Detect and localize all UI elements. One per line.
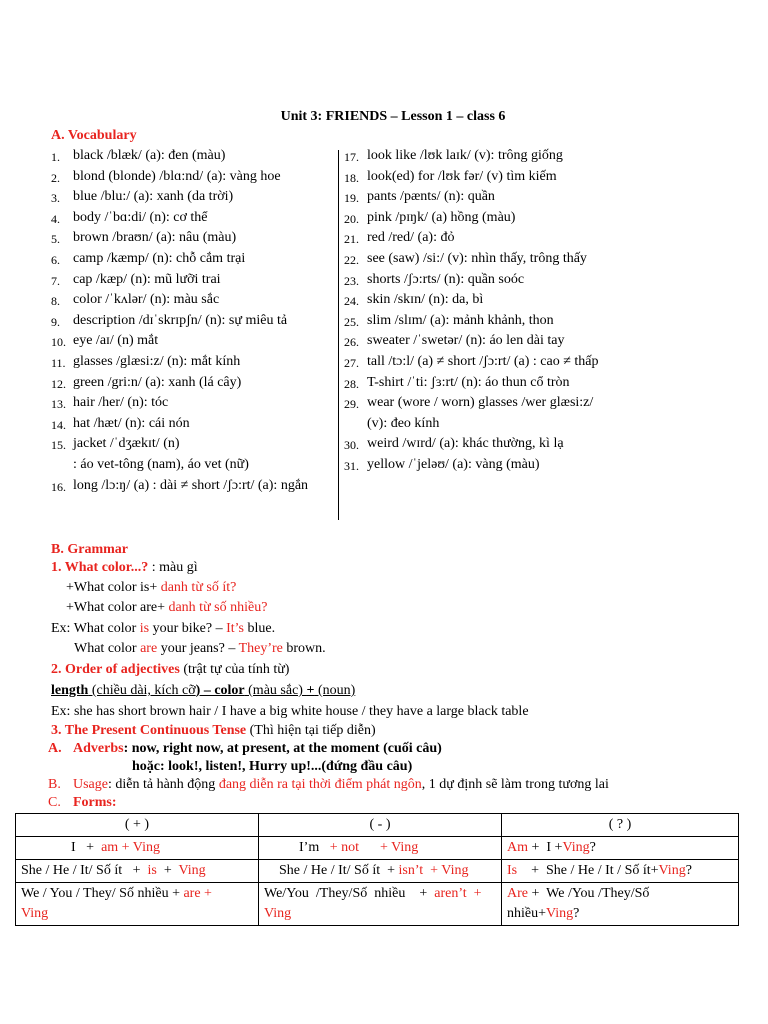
vocab-number: 11. bbox=[51, 356, 66, 370]
text: ? bbox=[589, 840, 596, 855]
text-highlight: Ving bbox=[178, 863, 206, 878]
vocab-number: 20. bbox=[344, 211, 359, 226]
vocab-text: black /blæk/ (a): đen (màu) bbox=[73, 148, 226, 163]
vocab-number: 17. bbox=[344, 150, 359, 164]
vocab-number: 8. bbox=[51, 294, 60, 309]
text: your bike? – bbox=[149, 621, 227, 636]
table-cell bbox=[16, 883, 259, 926]
vocab-text: red /red/ (a): đỏ bbox=[367, 230, 455, 246]
text-highlight: + Ving bbox=[423, 863, 469, 878]
text-highlight: Ving bbox=[562, 840, 590, 855]
vocab-number: 28. bbox=[344, 376, 359, 391]
text: What color bbox=[74, 641, 141, 656]
vocab-number: 31. bbox=[344, 459, 359, 473]
vocab-number: 29. bbox=[344, 397, 359, 412]
text-highlight: Ving bbox=[546, 906, 574, 921]
text: ? bbox=[685, 863, 692, 878]
grammar-s1-title: 1. What color...? bbox=[51, 560, 149, 575]
text-bold: ) – color bbox=[195, 683, 245, 698]
grammar-s3-meaning: (Thì hiện tại tiếp diễn) bbox=[246, 723, 376, 738]
text: We / You / They/ Số nhiều + bbox=[21, 886, 184, 901]
vocab-number: 18. bbox=[344, 170, 359, 185]
forms-line bbox=[48, 795, 117, 811]
grammar-s2-meaning: (trật tự của tính từ) bbox=[179, 662, 290, 677]
text-highlight: Forms bbox=[73, 795, 112, 810]
text: We/You /They/Số nhiều + bbox=[264, 886, 435, 901]
vocab-number: 26. bbox=[344, 335, 359, 350]
vocab-number: 19. bbox=[344, 191, 359, 206]
table-header: ( - ) bbox=[259, 814, 502, 837]
text-highlight: Ving bbox=[264, 906, 292, 921]
vocab-text: pants /pænts/ (n): quần bbox=[367, 189, 495, 205]
vocab-number: 12. bbox=[51, 376, 66, 391]
text-highlight: Usage bbox=[73, 777, 108, 792]
text-highlight: is bbox=[147, 863, 157, 878]
vocab-number: 2. bbox=[51, 170, 60, 185]
vocab-number: 7. bbox=[51, 273, 60, 288]
vocab-text: cap /kæp/ (n): mũ lưỡi trai bbox=[73, 271, 221, 287]
vocab-text: hair /her/ (n): tóc bbox=[73, 395, 169, 411]
vocab-text: skin /skɪn/ (n): da, bì bbox=[367, 292, 484, 308]
vocab-text: green /gri:n/ (a): xanh (lá cây) bbox=[73, 374, 242, 390]
grammar-s2-title-line bbox=[51, 662, 289, 678]
text: brown. bbox=[282, 641, 326, 656]
text: , 1 dự định sẽ làm trong tương lai bbox=[421, 777, 609, 792]
text: + She / He / It / Số ít+ bbox=[517, 863, 659, 878]
table-header-row bbox=[16, 814, 739, 837]
vocab-number: 4. bbox=[51, 211, 60, 226]
vocab-text: long /lɔ:ŋ/ (a) : dài ≠ short /ʃɔ:rt/ (a): ngắn bbox=[73, 477, 309, 493]
grammar-example-3: Ex: she has short brown hair / I have a big white house / they have a large black table bbox=[51, 704, 529, 719]
vocab-text: blue /blu:/ (a): xanh (da trời) bbox=[73, 189, 234, 205]
text-highlight: Ving bbox=[658, 863, 686, 878]
table-cell bbox=[502, 883, 739, 926]
vocab-number: 13. bbox=[51, 397, 66, 412]
text-highlight: am + Ving bbox=[101, 840, 160, 855]
text: +What color are+ bbox=[66, 600, 169, 615]
grammar-example-1 bbox=[51, 621, 275, 637]
grammar-s1-meaning: : màu gì bbox=[148, 560, 198, 575]
text-highlight: isn’t bbox=[398, 863, 424, 878]
vocab-text: glasses /glæsi:z/ (n): mắt kính bbox=[73, 354, 241, 369]
grammar-s1-title-line bbox=[51, 560, 198, 576]
text: (chiều dài, kích cỡ bbox=[88, 683, 196, 698]
vocab-text: slim /slɪm/ (a): mảnh khảnh, thon bbox=[367, 312, 554, 328]
text: She / He / It/ Số ít + bbox=[279, 863, 399, 878]
text: blue. bbox=[244, 621, 276, 636]
column-divider bbox=[338, 150, 339, 520]
vocab-text: brown /braʊn/ (a): nâu (màu) bbox=[73, 230, 237, 246]
table-header: ( + ) bbox=[16, 814, 259, 837]
table-row bbox=[16, 883, 739, 926]
text-highlight: It’s bbox=[226, 621, 244, 636]
text: I’m bbox=[299, 840, 320, 855]
vocab-text: description /dɪˈskrɪpʃn/ (n): sự miêu tả bbox=[73, 312, 288, 328]
table-cell bbox=[259, 883, 502, 926]
vocab-number: 23. bbox=[344, 273, 359, 288]
text-highlight: Am bbox=[507, 840, 528, 855]
list-marker: A. bbox=[48, 741, 62, 756]
vocab-text: color /ˈkʌlər/ (n): màu sắc bbox=[73, 292, 220, 308]
vocab-text: yellow /ˈjeləʊ/ (a): vàng (màu) bbox=[367, 457, 540, 472]
vocab-number: 15. bbox=[51, 438, 66, 453]
text-highlight: Adverbs bbox=[73, 741, 124, 756]
vocab-text: blond (blonde) /blɑ:nd/ (a): vàng hoe bbox=[73, 168, 281, 184]
text-highlight: aren’t + bbox=[434, 886, 482, 901]
vocab-text: sweater /ˈswetər/ (n): áo len dài tay bbox=[367, 333, 565, 349]
text-highlight: Are bbox=[507, 886, 528, 901]
table-cell bbox=[502, 837, 739, 860]
vocab-number: 24. bbox=[344, 294, 359, 309]
text: ? bbox=[573, 906, 580, 921]
text: nhiều+ bbox=[507, 906, 546, 921]
grammar-s3-title: 3. The Present Continuous Tense bbox=[51, 723, 247, 738]
text-highlight: They’re bbox=[238, 641, 283, 656]
text: Ex: What color bbox=[51, 621, 140, 636]
vocab-number: 16. bbox=[51, 479, 66, 494]
text-highlight: đang diễn ra tại thời điểm phát ngôn bbox=[218, 777, 422, 792]
vocab-text: shorts /ʃɔ:rts/ (n): quần soóc bbox=[367, 271, 525, 287]
vocab-text: wear (wore / worn) glasses /wer glæsi:z/ bbox=[367, 395, 594, 411]
table-header: ( ? ) bbox=[502, 814, 739, 837]
text: She / He / It/ Số ít + bbox=[21, 863, 148, 878]
text: : diễn tả hành động bbox=[108, 777, 219, 792]
vocab-text: (v): đeo kính bbox=[367, 415, 440, 431]
vocab-number: 14. bbox=[51, 417, 66, 432]
text-highlight: are bbox=[140, 641, 158, 656]
usage-line bbox=[48, 777, 609, 793]
text-bold: length bbox=[51, 683, 89, 698]
table-row bbox=[16, 860, 739, 883]
text: : bbox=[111, 795, 117, 810]
grammar-s1-line2 bbox=[66, 600, 267, 616]
text-highlight: + not + Ving bbox=[319, 840, 419, 855]
table-cell bbox=[502, 860, 739, 883]
table-cell bbox=[259, 860, 502, 883]
forms-table bbox=[15, 813, 739, 926]
vocab-number: 21. bbox=[344, 232, 359, 247]
vocab-text: pink /pɪŋk/ (a) hồng (màu) bbox=[367, 209, 516, 225]
vocab-text: look(ed) for /lʊk fər/ (v) tìm kiếm bbox=[367, 168, 557, 184]
text: your jeans? – bbox=[157, 641, 239, 656]
vocab-heading: A. Vocabulary bbox=[51, 128, 137, 143]
vocab-number: 1. bbox=[51, 150, 60, 164]
vocab-number: 27. bbox=[344, 356, 359, 370]
text-highlight: Ving bbox=[21, 906, 49, 921]
table-cell bbox=[16, 837, 259, 860]
text: : now, right now, at present, at the moment (cuối câu) bbox=[123, 741, 442, 756]
vocab-number: 22. bbox=[344, 253, 359, 267]
text: (màu sắc) bbox=[244, 683, 307, 698]
vocab-text: : áo vet-tông (nam), áo vet (nữ) bbox=[73, 457, 249, 472]
text-highlight: danh từ số ít? bbox=[160, 580, 237, 595]
adverbs-line-2: hoặc: look!, listen!, Hurry up!...(đứng đầu câu) bbox=[132, 759, 413, 774]
adverbs-line bbox=[48, 741, 442, 757]
grammar-s3-title-line bbox=[51, 723, 376, 739]
list-marker: B. bbox=[48, 777, 61, 792]
grammar-s1-line1 bbox=[66, 580, 236, 596]
text: + bbox=[156, 863, 179, 878]
adjective-order-rule bbox=[51, 683, 355, 699]
grammar-example-2 bbox=[74, 641, 326, 657]
text-highlight: is bbox=[139, 621, 150, 636]
vocab-text: camp /kæmp/ (n): chỗ cắm trại bbox=[73, 251, 246, 266]
vocab-text: jacket /ˈdʒækɪt/ (n) bbox=[73, 436, 180, 452]
vocab-text: eye /aɪ/ (n) mắt bbox=[73, 333, 159, 349]
grammar-s2-title: 2. Order of adjectives bbox=[51, 662, 180, 677]
vocab-text: tall /tɔ:l/ (a) ≠ short /ʃɔ:rt/ (a) : cao ≠ thấp bbox=[367, 354, 599, 369]
vocab-number: 30. bbox=[344, 438, 359, 453]
vocab-text: weird /wɪrd/ (a): khác thường, kì lạ bbox=[367, 436, 564, 452]
vocab-number: 10. bbox=[51, 335, 66, 350]
vocab-text: body /ˈbɑ:di/ (n): cơ thể bbox=[73, 209, 208, 225]
text-highlight: are + bbox=[183, 886, 212, 901]
text-highlight: Is bbox=[507, 863, 518, 878]
page-title: Unit 3: FRIENDS – Lesson 1 – class 6 bbox=[280, 109, 506, 124]
vocab-number: 25. bbox=[344, 314, 359, 329]
list-marker: C. bbox=[48, 795, 61, 810]
vocab-text: look like /lʊk laɪk/ (v): trông giống bbox=[367, 148, 563, 163]
vocab-number: 5. bbox=[51, 232, 60, 247]
text-bold: + bbox=[306, 683, 315, 698]
vocab-text: hat /hæt/ (n): cái nón bbox=[73, 415, 190, 431]
table-row bbox=[16, 837, 739, 860]
grammar-heading: B. Grammar bbox=[51, 542, 128, 557]
vocab-number: 9. bbox=[51, 314, 60, 329]
text: +What color is+ bbox=[66, 580, 161, 595]
text: + We /You /They/Số bbox=[528, 886, 650, 901]
vocab-text: see (saw) /si:/ (v): nhìn thấy, trông thấy bbox=[367, 251, 587, 266]
text-highlight: danh từ số nhiều? bbox=[168, 600, 268, 615]
vocab-number: 3. bbox=[51, 191, 60, 206]
text: + I + bbox=[528, 840, 563, 855]
table-cell bbox=[259, 837, 502, 860]
table-cell bbox=[16, 860, 259, 883]
vocab-text: T-shirt /ˈti: ʃɜ:rt/ (n): áo thun cổ tròn bbox=[367, 374, 570, 390]
text: I + bbox=[71, 840, 102, 855]
vocab-number: 6. bbox=[51, 253, 60, 267]
text: (noun) bbox=[314, 683, 356, 698]
